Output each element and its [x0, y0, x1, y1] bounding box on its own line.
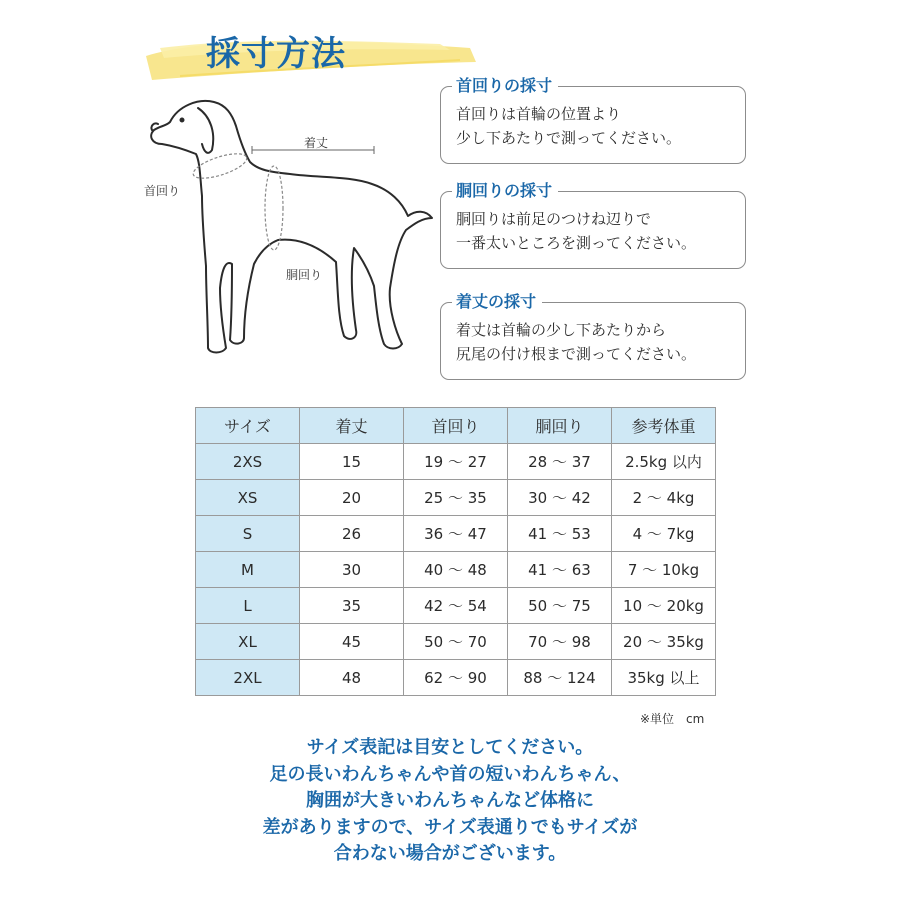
table-row	[196, 588, 716, 624]
table-cell: 30	[300, 552, 404, 588]
size-table	[195, 407, 716, 696]
label-chest: 胴回り	[286, 268, 323, 282]
card-title: 首回りの採寸	[452, 76, 558, 96]
column-header: 首回り	[404, 408, 508, 444]
card-body	[456, 207, 696, 255]
table-cell-size: 2XL	[196, 660, 300, 696]
table-cell: 70 ～ 98	[508, 624, 612, 660]
notice-line: 差がありますので、サイズ表通りでもサイズが	[262, 816, 638, 838]
table-cell: 25 ～ 35	[404, 480, 508, 516]
sizing-notice	[150, 735, 750, 868]
table-row	[196, 516, 716, 552]
table-cell: 10 ～ 20kg	[612, 588, 716, 624]
table-cell: 28 ～ 37	[508, 444, 612, 480]
table-cell: 4 ～ 7kg	[612, 516, 716, 552]
table-cell-size: 2XS	[196, 444, 300, 480]
column-header: 胴回り	[508, 408, 612, 444]
table-row	[196, 660, 716, 696]
card-line: 尻尾の付け根まで測ってください。	[456, 345, 697, 363]
column-header: 着丈	[300, 408, 404, 444]
table-cell-size: XS	[196, 480, 300, 516]
table-cell: 15	[300, 444, 404, 480]
card-line: 首回りは首輪の位置より	[456, 105, 622, 123]
table-cell: 2 ～ 4kg	[612, 480, 716, 516]
notice-line: サイズ表記は目安としてください。	[306, 737, 594, 758]
table-row	[196, 552, 716, 588]
table-cell-size: XL	[196, 624, 300, 660]
column-header: 参考体重	[612, 408, 716, 444]
table-cell: 30 ～ 42	[508, 480, 612, 516]
table-cell: 42 ～ 54	[404, 588, 508, 624]
card-line: 胴回りは前足のつけね辺りで	[456, 210, 652, 228]
card-title: 胴回りの採寸	[452, 181, 558, 201]
notice-line: 合わない場合がございます。	[333, 843, 567, 864]
table-cell: 36 ～ 47	[404, 516, 508, 552]
table-header-row	[196, 408, 716, 444]
table-cell-size: S	[196, 516, 300, 552]
table-cell: 41 ～ 63	[508, 552, 612, 588]
card-line: 着丈は首輪の少し下あたりから	[456, 321, 667, 339]
table-cell: 26	[300, 516, 404, 552]
table-cell: 2.5kg 以内	[612, 444, 716, 480]
table-cell: 20 ～ 35kg	[612, 624, 716, 660]
table-cell: 40 ～ 48	[404, 552, 508, 588]
table-cell: 19 ～ 27	[404, 444, 508, 480]
card-title: 着丈の採寸	[452, 292, 542, 312]
column-header: サイズ	[196, 408, 300, 444]
notice-line: 足の長いわんちゃんや首の短いわんちゃん、	[269, 763, 631, 785]
table-cell: 45	[300, 624, 404, 660]
table-cell: 48	[300, 660, 404, 696]
table-cell: 35	[300, 588, 404, 624]
page-title: 採寸方法	[206, 34, 346, 74]
table-cell: 50 ～ 70	[404, 624, 508, 660]
dog-measurement-diagram	[140, 92, 440, 372]
table-cell: 41 ～ 53	[508, 516, 612, 552]
card-body	[456, 102, 681, 150]
table-cell: 88 ～ 124	[508, 660, 612, 696]
title-area	[140, 18, 480, 88]
table-cell: 20	[300, 480, 404, 516]
table-cell-size: M	[196, 552, 300, 588]
table-row	[196, 444, 716, 480]
label-neck: 首回り	[144, 184, 181, 198]
table-cell-size: L	[196, 588, 300, 624]
table-cell: 35kg 以上	[612, 660, 716, 696]
table-cell: 7 ～ 10kg	[612, 552, 716, 588]
table-row	[196, 480, 716, 516]
table-cell: 50 ～ 75	[508, 588, 612, 624]
notice-line: 胸囲が大きいわんちゃんなど体格に	[306, 790, 594, 811]
unit-note: ※単位 cm	[640, 712, 705, 726]
label-length: 着丈	[304, 136, 329, 150]
table-row	[196, 624, 716, 660]
table-cell: 62 ～ 90	[404, 660, 508, 696]
card-line: 一番太いところを測ってください。	[456, 234, 697, 252]
card-body	[456, 318, 696, 366]
card-line: 少し下あたりで測ってください。	[456, 129, 682, 147]
